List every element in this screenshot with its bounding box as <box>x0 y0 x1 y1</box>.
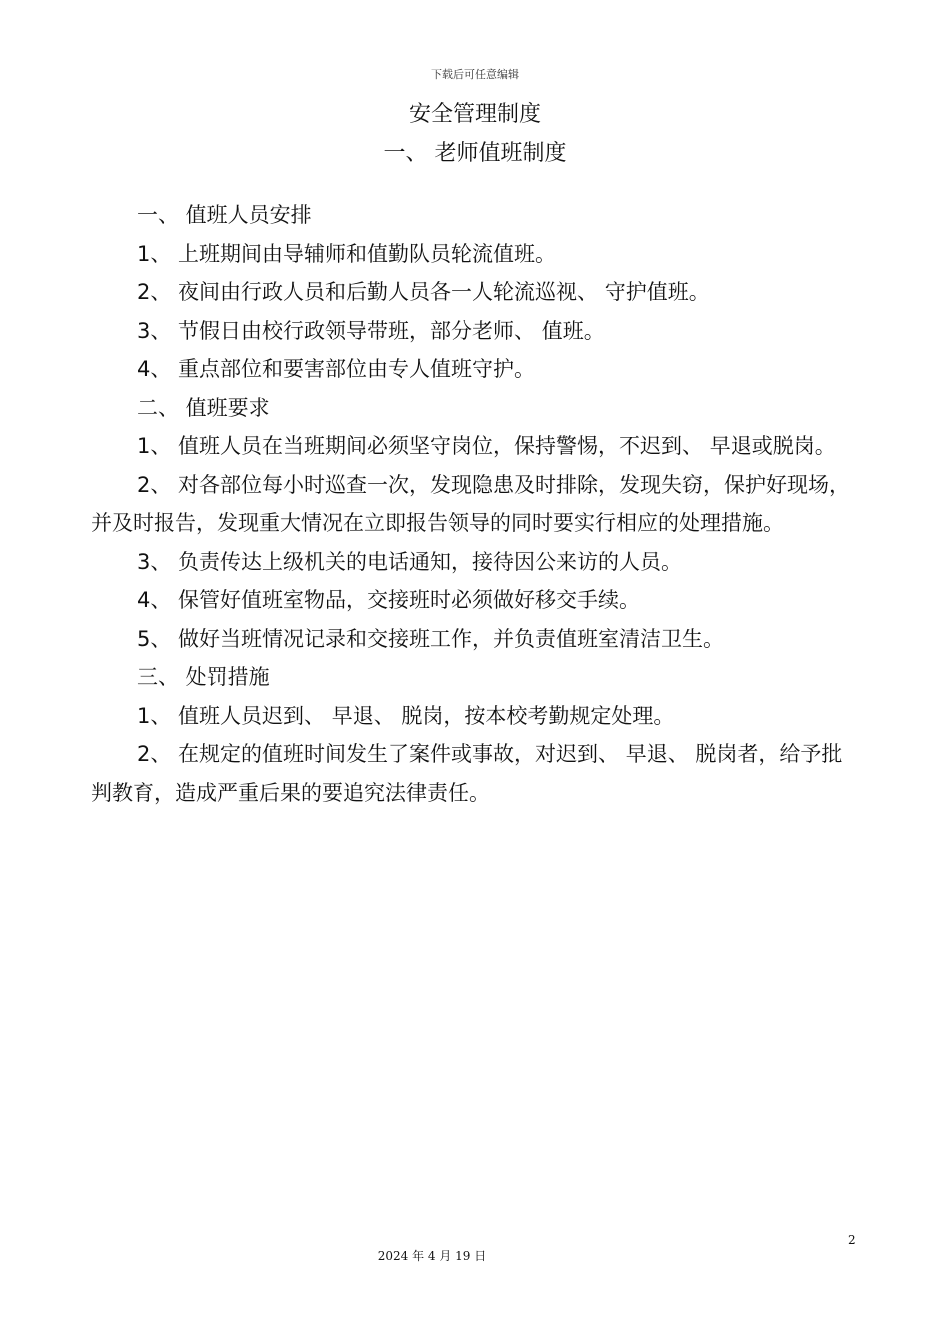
footer-date: 2024 年 4 月 19 日 <box>377 1249 487 1263</box>
paragraph: 3、 节假日由校行政领导带班，部分老师、 值班。 <box>137 318 605 343</box>
paragraph: 2、 在规定的值班时间发生了案件或事故，对迟到、 早退、 脱岗者，给予批判教育，造成严重后果的要追究法律责任。 <box>91 742 843 805</box>
section-heading-penalties: 三、 处罚措施 <box>137 665 270 689</box>
paragraph: 5、 做好当班情况记录和交接班工作，并负责值班室清洁卫生。 <box>137 626 725 651</box>
page-number: 2 <box>848 1233 856 1247</box>
paragraph: 1、 值班人员迟到、 早退、 脱岗，按本校考勤规定处理。 <box>137 703 675 728</box>
section-heading-requirements: 二、 值班要求 <box>137 395 270 420</box>
paragraph: 2、 对各部位每小时巡查一次，发现隐患及时排除，发现失窃，保护好现场，并及时报告，发现重大情况在立即报告领导的同时要实行相应的处理措施。 <box>91 472 851 535</box>
paragraph: 1、 值班人员在当班期间必须坚守岗位，保持警惕，不迟到、 早退或脱岗。 <box>137 434 836 458</box>
header-note: 下载后可任意编辑 <box>431 68 519 81</box>
section-heading-arrangement: 一、 值班人员安排 <box>137 203 312 227</box>
document-body <box>91 196 859 812</box>
document-subtitle: 一、 老师值班制度 <box>383 141 567 166</box>
paragraph: 4、 保管好值班室物品，交接班时必须做好移交手续。 <box>137 588 641 612</box>
document-title: 安全管理制度 <box>408 102 541 127</box>
paragraph: 4、 重点部位和要害部位由专人值班守护。 <box>137 357 536 381</box>
paragraph: 2、 夜间由行政人员和后勤人员各一人轮流巡视、 守护值班。 <box>137 280 710 304</box>
paragraph: 3、 负责传达上级机关的电话通知，接待因公来访的人员。 <box>137 549 683 574</box>
paragraph: 1、 上班期间由导辅师和值勤队员轮流值班。 <box>137 241 557 266</box>
